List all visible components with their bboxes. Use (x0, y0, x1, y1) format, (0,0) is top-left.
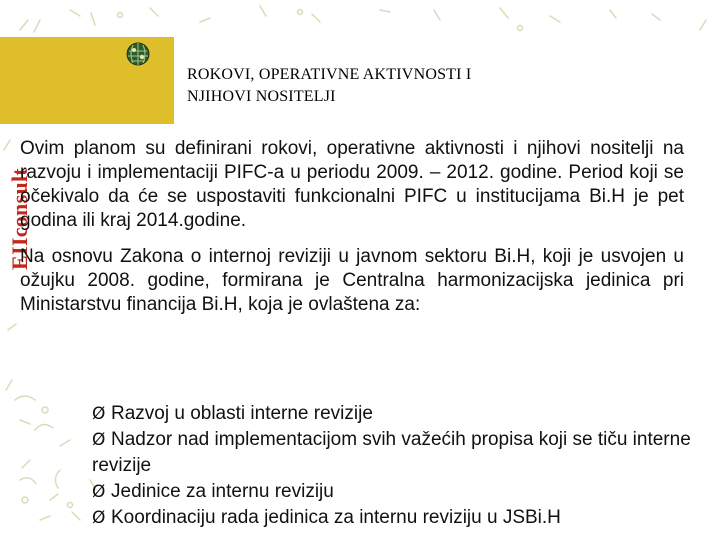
title-line-2: NJIHOVI NOSITELJI (187, 88, 336, 105)
list-item (92, 401, 692, 427)
list-item (92, 505, 692, 531)
title-line-1: ROKOVI, OPERATIVNE AKTIVNOSTI I (187, 66, 472, 83)
list-item (92, 479, 692, 505)
list-item-text: Jedinice za internu reviziju (111, 481, 334, 502)
responsibilities-list (92, 401, 692, 531)
arrow-bullet-icon: Ø (92, 508, 106, 528)
brand-vertical-label: EIIconsult (7, 167, 32, 270)
list-item-text: Razvoj u oblasti interne revizije (111, 403, 373, 424)
globe-logo-icon (125, 41, 151, 67)
arrow-bullet-icon: Ø (92, 404, 106, 424)
arrow-bullet-icon: Ø (92, 482, 106, 502)
slide-title (187, 64, 607, 108)
paragraph-intro: Ovim planom su definirani rokovi, operativne aktivnosti i njihovi nositelji na razvoju i implementaciji PIFC-a u periodu 2009. – 2012. godine. Period koji se očekivalo da će se uspostaviti funkcionalni PIFC u institucijama Bi.H je pet godina ili kraj 2014.godine. (20, 138, 684, 231)
paragraph-law: Na osnovu Zakona o internoj reviziji u javnom sektoru Bi.H, koji je usvojen u ožujku 2008. godine, formirana je Centralna harmonizacijska jedinica pri Ministarstvu financija Bi.H, koja je ovlaštena za: (20, 246, 684, 315)
arrow-bullet-icon: Ø (92, 430, 106, 450)
list-item-text: Koordinaciju rada jedinica za internu reviziju u JSBi.H (111, 507, 561, 528)
list-item-text: Nadzor nad implementacijom svih važećih propisa koji se tiču interne revizije (92, 429, 691, 476)
list-item (92, 427, 692, 479)
